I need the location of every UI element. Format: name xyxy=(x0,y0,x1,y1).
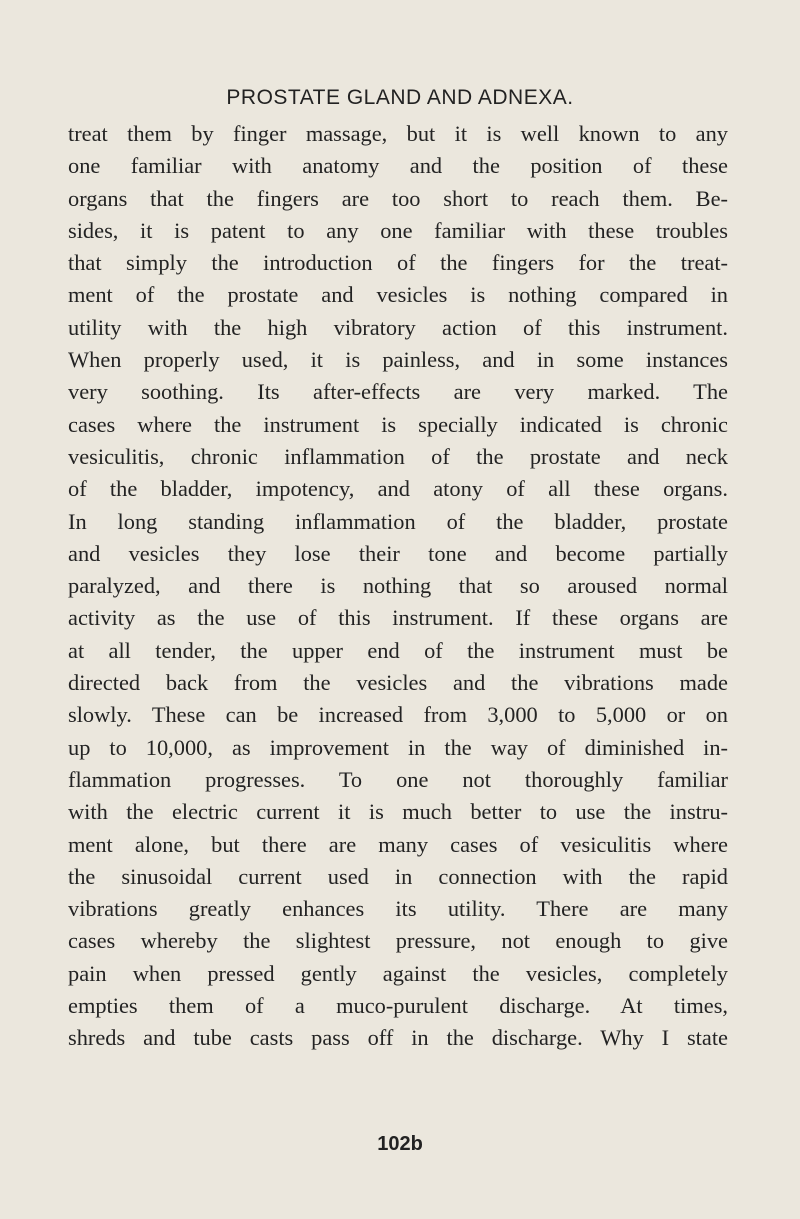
text-line: cases where the instrument is specially indicated is chronic xyxy=(68,411,728,437)
text-line: In long standing inflammation of the bladder, prostate xyxy=(68,508,728,534)
text-line: vibrations greatly enhances its utility. There are many xyxy=(68,896,728,922)
text-line: of the bladder, impotency, and atony of all these organs. xyxy=(68,476,728,502)
text-line: treat them by finger massage, but it is well known to any xyxy=(68,121,728,146)
text-line: the sinusoidal current used in connection with the rapid xyxy=(68,863,728,889)
text-line: utility with the high vibratory action of this instrument. xyxy=(68,314,728,340)
text-line: directed back from the vesicles and the vibrations made xyxy=(68,670,728,696)
text-line: up to 10,000, as improvement in the way of diminished in- xyxy=(68,734,728,760)
text-line: empties them of a muco-purulent discharge. At times, xyxy=(68,993,728,1019)
text-line: vesiculitis, chronic inflammation of the prostate and neck xyxy=(68,443,728,469)
text-line: with the electric current it is much better to use the instru- xyxy=(68,799,728,825)
page-number: 102b xyxy=(377,1133,423,1155)
text-line: activity as the use of this instrument. If these organs are xyxy=(68,605,728,631)
text-line: that simply the introduction of the fingers for the treat- xyxy=(68,250,728,276)
text-line: organs that the fingers are too short to reach them. Be- xyxy=(68,185,728,211)
text-line: and vesicles they lose their tone and become partially xyxy=(68,540,728,566)
text-line: ment alone, but there are many cases of vesiculitis where xyxy=(68,831,728,857)
text-line: cases whereby the slightest pressure, not enough to give xyxy=(68,928,728,954)
text-line: very soothing. Its after-effects are very marked. The xyxy=(68,379,728,405)
text-line: ment of the prostate and vesicles is nothing compared in xyxy=(68,282,728,308)
text-line: pain when pressed gently against the vesicles, completely xyxy=(68,960,728,986)
running-head: PROSTATE GLAND AND ADNEXA. xyxy=(226,86,574,109)
text-line: at all tender, the upper end of the instrument must be xyxy=(68,637,728,663)
text-line: When properly used, it is painless, and in some instances xyxy=(68,347,728,373)
text-line: flammation progresses. To one not thoroughly familiar xyxy=(68,766,728,792)
text-line: shreds and tube casts pass off in the discharge. Why I state xyxy=(68,1025,728,1051)
text-line: slowly. These can be increased from 3,000 to 5,000 or on xyxy=(68,702,728,728)
text-line: paralyzed, and there is nothing that so aroused normal xyxy=(68,573,728,599)
text-line: sides, it is patent to any one familiar with these troubles xyxy=(68,217,728,243)
text-line: one familiar with anatomy and the position of these xyxy=(68,153,728,179)
body-text xyxy=(68,118,728,1055)
